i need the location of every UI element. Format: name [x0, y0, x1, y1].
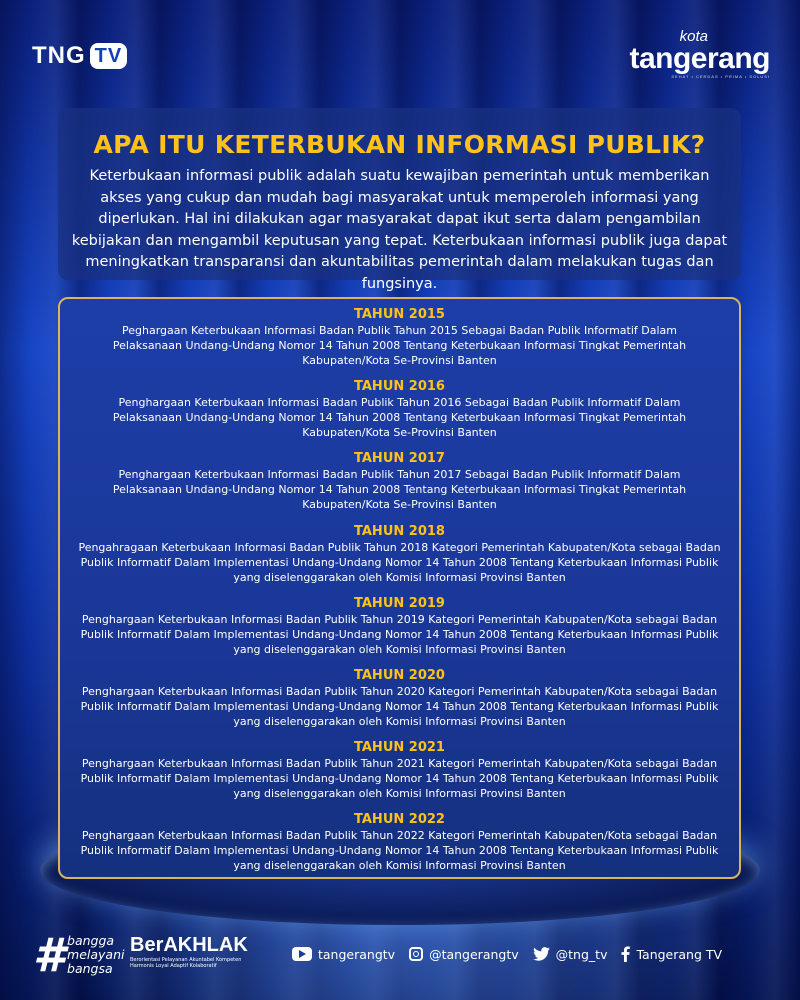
- award-text: Peghargaan Keterbukaan Informasi Badan Publik Tahun 2015 Sebagai Badan Publik Informatif Dalam Pelaksanaan Undang-Undang Nomor 14 Tahun 2008 Tentang Keterbukaan Informasi Tingkat Pemerintah Kabupaten/Kota Se-Provinsi Banten: [112, 324, 687, 367]
- award-year: TAHUN 2017: [354, 451, 445, 466]
- youtube-icon: [292, 947, 312, 961]
- social-links: [292, 946, 722, 962]
- social-label: @tangerangtv: [429, 946, 519, 962]
- award-text: Penghargaan Keterbukaan Informasi Badan Publik Tahun 2016 Sebagai Badan Publik Informatif Dalam Pelaksanaan Undang-Undang Nomor 14 Tahun 2008 Tentang Keterbukaan Informasi Tingkat Pemerintah Kabupaten/Kota Se-Provinsi Banten: [112, 396, 687, 439]
- award-item: [60, 307, 739, 368]
- social-youtube[interactable]: [292, 947, 395, 962]
- intro-text: Keterbukaan informasi publik adalah suatu kewajiban pemerintah untuk memberikan akses yang cukup dan mudah bagi masyarakat untuk memperoleh informasi yang diperlukan. Hal ini dilakukan agar masyarakat dapat ikut serta dalam pengambilan kebijakan dan mengambil keputusan yang tepat. Keterbukaan informasi publik juga dapat meningkatkan transparansi dan akuntabilitas pemerintah dalam melakukan tugas dan fungsinya.: [71, 168, 728, 292]
- award-year: TAHUN 2019: [354, 596, 445, 611]
- award-item: [60, 668, 739, 729]
- award-item: [60, 379, 739, 440]
- social-label: tangerangtv: [318, 946, 396, 962]
- social-twitter[interactable]: [533, 947, 608, 962]
- hashtag-word: melayani: [67, 947, 125, 962]
- hashtag-logo: [33, 928, 125, 982]
- berakhlak-word: BerAKHLAK: [130, 934, 248, 956]
- facebook-icon: [621, 946, 630, 962]
- award-item: [60, 812, 739, 873]
- award-item: [60, 740, 739, 801]
- awards-panel: [58, 297, 741, 879]
- award-text: Penghargaan Keterbukaan Informasi Badan Publik Tahun 2021 Kategori Pemerintah Kabupaten/Kota sebagai Badan Publik Informatif Dalam Implementasi Undang-Undang Nomor 14 Tahun 2008 Tentang Keterbukaan Informasi Publik yang diselenggarakan oleh Komisi Informasi Provinsi Banten: [80, 757, 719, 800]
- social-instagram[interactable]: [409, 947, 519, 962]
- hashtag-word: bangga: [67, 933, 115, 948]
- kota-tagline: SEHAT • CERDAS • PRIMA • SOLUSI: [671, 74, 770, 79]
- social-label: Tangerang TV: [636, 946, 723, 962]
- berakhlak-logo: [130, 934, 250, 969]
- tng-tv-logo: [32, 42, 127, 70]
- social-label: @tng_tv: [555, 946, 608, 962]
- award-text: Penghargaan Keterbukaan Informasi Badan Publik Tahun 2017 Sebagai Badan Publik Informatif Dalam Pelaksanaan Undang-Undang Nomor 14 Tahun 2008 Tentang Keterbukaan Informasi Tingkat Pemerintah Kabupaten/Kota Se-Provinsi Banten: [112, 468, 687, 511]
- tangerang-label: tangerang: [629, 42, 770, 75]
- award-text: Penghargaan Keterbukaan Informasi Badan Publik Tahun 2020 Kategori Pemerintah Kabupaten/Kota sebagai Badan Publik Informatif Dalam Implementasi Undang-Undang Nomor 14 Tahun 2008 Tentang Keterbukaan Informasi Publik yang diselenggarakan oleh Komisi Informasi Provinsi Banten: [80, 685, 719, 728]
- tv-badge: TV: [90, 43, 128, 69]
- award-year: TAHUN 2022: [354, 812, 445, 827]
- hash-symbol: #: [33, 928, 66, 982]
- hashtag-word: bangsa: [67, 961, 113, 976]
- social-facebook[interactable]: [621, 946, 722, 962]
- award-text: Pengahragaan Keterbukaan Informasi Badan Publik Tahun 2018 Kategori Pemerintah Kabupaten/Kota sebagai Badan Publik Informatif Dalam Implementasi Undang-Undang Nomor 14 Tahun 2008 Tentang Keterbukaan Informasi Publik yang diselenggarakan oleh Komisi Informasi Provinsi Banten: [78, 541, 721, 584]
- award-year: TAHUN 2016: [354, 379, 445, 394]
- award-text: Penghargaan Keterbukaan Informasi Badan Publik Tahun 2022 Kategori Pemerintah Kabupaten/Kota sebagai Badan Publik Informatif Dalam Implementasi Undang-Undang Nomor 14 Tahun 2008 Tentang Keterbukaan Informasi Publik yang diselenggarakan oleh Komisi Informasi Provinsi Banten: [80, 829, 719, 872]
- intro-panel: [58, 108, 741, 292]
- award-item: [60, 596, 739, 657]
- award-item: [60, 524, 739, 585]
- award-year: TAHUN 2015: [354, 307, 445, 322]
- instagram-icon: [409, 947, 423, 961]
- kota-tangerang-logo: [629, 30, 770, 79]
- intro-title: APA ITU KETERBUKAN INFORMASI PUBLIK?: [93, 130, 706, 159]
- twitter-icon: [533, 947, 550, 961]
- award-year: TAHUN 2020: [354, 668, 445, 683]
- berakhlak-tagline: Berorientasi Pelayanan Akuntabel Kompeten Harmonis Loyal Adaptif Kolaboratif: [130, 957, 242, 969]
- award-year: TAHUN 2018: [354, 524, 445, 539]
- kota-label: kota: [679, 28, 708, 45]
- award-text: Penghargaan Keterbukaan Informasi Badan Publik Tahun 2019 Kategori Pemerintah Kabupaten/Kota sebagai Badan Publik Informatif Dalam Implementasi Undang-Undang Nomor 14 Tahun 2008 Tentang Keterbukaan Informasi Publik yang diselenggarakan oleh Komisi Informasi Provinsi Banten: [80, 613, 719, 656]
- footer: [0, 920, 800, 1000]
- award-year: TAHUN 2021: [354, 740, 445, 755]
- award-item: [60, 451, 739, 512]
- tng-logo-text: TNG: [32, 42, 86, 69]
